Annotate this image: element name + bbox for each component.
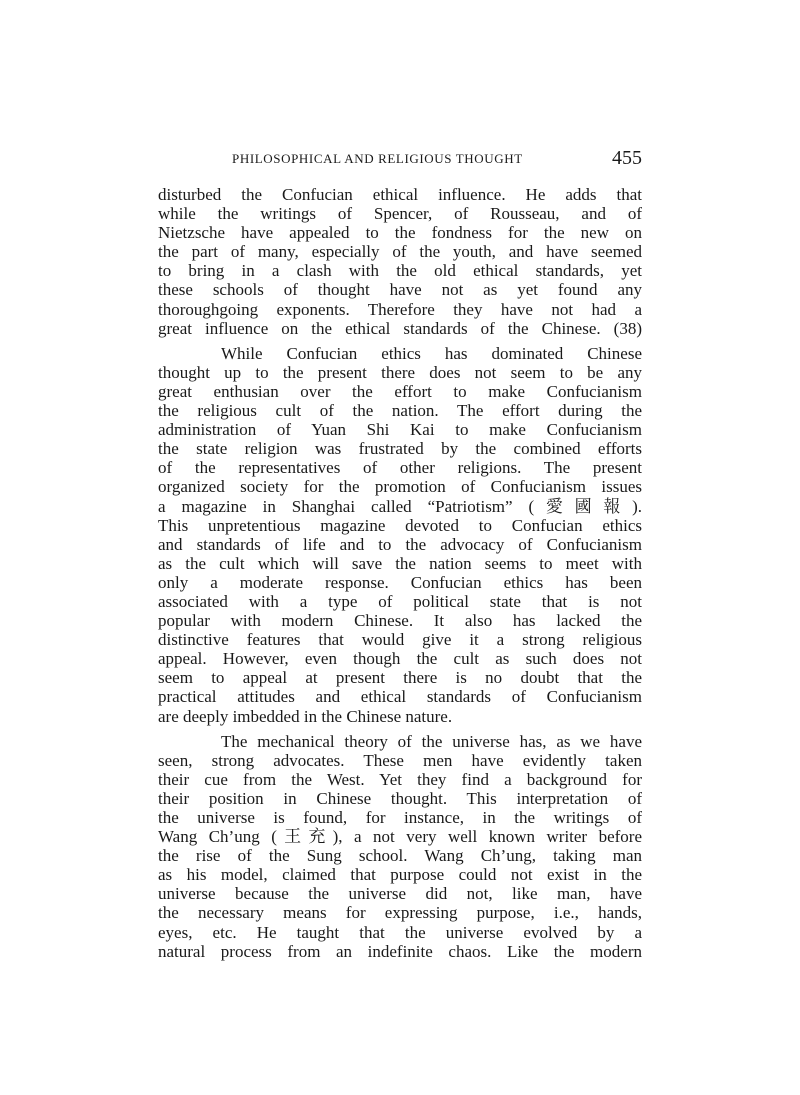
text-line: a magazine in Shanghai called “Patriotism” (愛國報).: [158, 496, 642, 516]
text-line: the part of many, especially of the youth, and have seemed: [158, 242, 642, 262]
text-line: the universe is found, for instance, in the writings of: [158, 808, 642, 827]
text-line: associated with a type of political state that is not: [158, 591, 642, 611]
text-line: This unpretentious magazine devoted to Confucian ethics: [158, 515, 642, 535]
text-line: seen, strong advocates. These men have evidently taken: [158, 750, 642, 770]
running-title: PHILOSOPHICAL AND RELIGIOUS THOUGHT: [232, 151, 523, 166]
text-line: Wang Ch’ung (王充), a not very well known writer before: [158, 827, 642, 847]
text-line: thoroughgoing exponents. Therefore they have not had a: [158, 299, 642, 319]
text-line: great enthusian over the effort to make Confucianism: [158, 381, 642, 401]
text-line: as his model, claimed that purpose could not exist in the: [158, 865, 642, 885]
text-line: these schools of thought have not as yet found any: [158, 280, 642, 300]
text-line: their position in Chinese thought. This interpretation of: [158, 788, 642, 808]
text-line: while the writings of Spencer, of Rousseau, and of: [158, 204, 642, 224]
text-line: eyes, etc. He taught that the universe evolved by a: [158, 922, 642, 942]
text-line: are deeply imbedded in the Chinese nature.: [158, 706, 453, 726]
page-number: 455: [612, 147, 642, 169]
text-line: thought up to the present there does not seem to be any: [158, 362, 642, 382]
text-line: of the representatives of other religions. The present: [158, 458, 642, 478]
text-line: universe because the universe did not, like man, have: [158, 884, 642, 904]
text-line: the necessary means for expressing purpose, i.e., hands,: [158, 903, 642, 923]
text-line: practical attitudes and ethical standards of Confucianism: [158, 687, 642, 707]
body-text: [158, 185, 642, 961]
text-line: the religious cult of the nation. The effort during the: [158, 401, 642, 421]
text-line: only a moderate response. Confucian ethics has been: [158, 572, 642, 592]
text-line: the rise of the Sung school. Wang Ch’ung, taking man: [158, 846, 642, 866]
text-line: Nietzsche have appealed to the fondness for the new on: [158, 223, 642, 243]
text-line: their cue from the West. Yet they find a background for: [158, 769, 642, 789]
text-line: as the cult which will save the nation seems to meet with: [158, 553, 642, 573]
paragraph: [158, 732, 642, 961]
text-line: and standards of life and to the advocacy of Confucianism: [158, 534, 642, 554]
text-line: disturbed the Confucian ethical influence. He adds that: [158, 185, 642, 204]
text-line: popular with modern Chinese. It also has lacked the: [158, 611, 642, 631]
text-line: great influence on the ethical standards of the Chinese. (38): [158, 318, 642, 338]
text-line: The mechanical theory of the universe has, as we have: [221, 731, 642, 751]
text-line: While Confucian ethics has dominated Chinese: [221, 343, 642, 363]
text-line: administration of Yuan Shi Kai to make Confucianism: [158, 420, 642, 440]
text-line: organized society for the promotion of Confucianism issues: [158, 477, 642, 497]
text-line: to bring in a clash with the old ethical standards, yet: [158, 261, 642, 281]
text-line: seem to appeal at present there is no doubt that the: [158, 668, 642, 688]
text-line: appeal. However, even though the cult as such does not: [158, 649, 642, 669]
text-line: the state religion was frustrated by the combined efforts: [158, 439, 642, 459]
paragraph: [158, 344, 642, 726]
running-head: [158, 147, 642, 171]
text-line: natural process from an indefinite chaos. Like the modern: [158, 941, 642, 961]
paragraph: [158, 185, 642, 338]
text-line: distinctive features that would give it a strong religious: [158, 630, 642, 650]
